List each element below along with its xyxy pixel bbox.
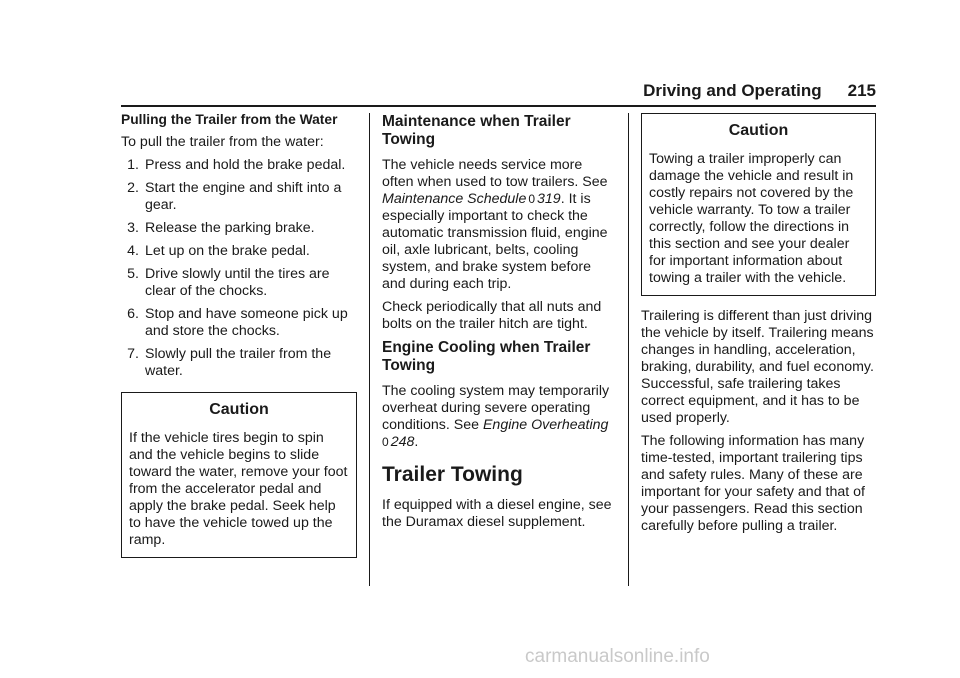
column-divider-2 (628, 113, 629, 586)
text-run: . It is especially important to check the automatic transmission fluid, engine oil, axle lubricant, belts, cooling system, and brake system before and during each trip. (382, 191, 608, 292)
list-item (121, 157, 357, 174)
page-ref[interactable]: 248 (390, 434, 415, 450)
step-text: Release the parking brake. (145, 220, 315, 236)
caution-title: Caution (209, 401, 269, 418)
caution-text: Towing a trailer improperly can damage the vehicle and result in costly repairs not covered by the vehicle warranty. To tow a trailer correctly, follow the directions in this section and see your dealer for important information about towing a trailer with the vehicle. (649, 151, 854, 286)
page-header (630, 82, 876, 99)
caution-box-towing (641, 113, 876, 296)
text-run: The vehicle needs service more often when used to tow trailers. See (382, 157, 608, 190)
step-number: 6. (127, 306, 139, 322)
watermark: carmanualsonline.info (525, 646, 710, 667)
text-run: . (414, 434, 419, 450)
list-item (121, 243, 357, 260)
trailer-towing-paragraph: If equipped with a diesel engine, see the Duramax diesel supplement. (382, 497, 612, 530)
step-text: Drive slowly until the tires are clear of the chocks. (145, 266, 330, 299)
link-engine-overheating[interactable]: Engine Overheating (482, 417, 609, 433)
hitch-check-paragraph: Check periodically that all nuts and bolts on the trailer hitch are tight. (382, 299, 602, 332)
step-number: 7. (127, 346, 139, 362)
text-run: The cooling system may temporarily overheat during severe operating conditions. See (382, 383, 610, 433)
section-heading-maintenance: Maintenance when Trailer Towing (382, 113, 571, 148)
list-item (121, 180, 357, 214)
column-left (121, 111, 357, 558)
page-ref-arrow-icon: 0 (528, 192, 536, 206)
cooling-paragraph (382, 383, 616, 451)
caution-box-water (121, 392, 357, 558)
caution-title: Caution (728, 122, 789, 139)
header-rule (121, 105, 876, 107)
step-number: 4. (127, 243, 139, 259)
section-heading-trailer-towing: Trailer Towing (382, 463, 523, 486)
step-number: 1. (127, 157, 139, 173)
tips-paragraph: The following information has many time-tested, important trailering tips and safety rules. Many of these are important for your safety and that of your passengers. Read this section carefully before pulling a trailer. (641, 433, 865, 534)
steps-list (121, 157, 357, 380)
step-number: 5. (127, 266, 139, 282)
column-middle (382, 111, 616, 537)
step-text: Stop and have someone pick up and store the chocks. (145, 306, 348, 339)
trailering-paragraph: Trailering is different than just driving the vehicle by itself. Trailering means changes in handling, acceleration, braking, durability, and fuel economy. Successful, safe trailering takes correct equipment, and it has to be used properly. (641, 308, 874, 426)
list-item (121, 266, 357, 300)
step-text: Let up on the brake pedal. (145, 243, 310, 259)
maintenance-paragraph (382, 157, 616, 293)
section-heading-pulling: Pulling the Trailer from the Water (121, 112, 338, 127)
link-maintenance-schedule[interactable]: Maintenance Schedule (382, 191, 527, 207)
list-item (121, 346, 357, 380)
intro-text: To pull the trailer from the water: (121, 134, 324, 150)
caution-text: If the vehicle tires begin to spin and the vehicle begins to slide toward the water, remove your foot from the accelerator pedal and apply the brake pedal. Seek help to have the vehicle towed up the ramp. (129, 430, 348, 548)
list-item (121, 306, 357, 340)
section-title: Driving and Operating (643, 81, 822, 100)
step-text: Press and hold the brake pedal. (145, 157, 346, 173)
list-item (121, 220, 357, 237)
page-ref-arrow-icon: 0 (382, 435, 389, 449)
column-right (641, 111, 876, 541)
column-divider-1 (369, 113, 370, 586)
step-text: Start the engine and shift into a gear. (145, 180, 342, 213)
page-ref[interactable]: 319 (537, 191, 561, 207)
page-number: 215 (847, 81, 876, 100)
section-heading-cooling: Engine Cooling when Trailer Towing (382, 339, 591, 374)
step-number: 3. (127, 220, 139, 236)
step-number: 2. (127, 180, 139, 196)
step-text: Slowly pull the trailer from the water. (145, 346, 332, 379)
